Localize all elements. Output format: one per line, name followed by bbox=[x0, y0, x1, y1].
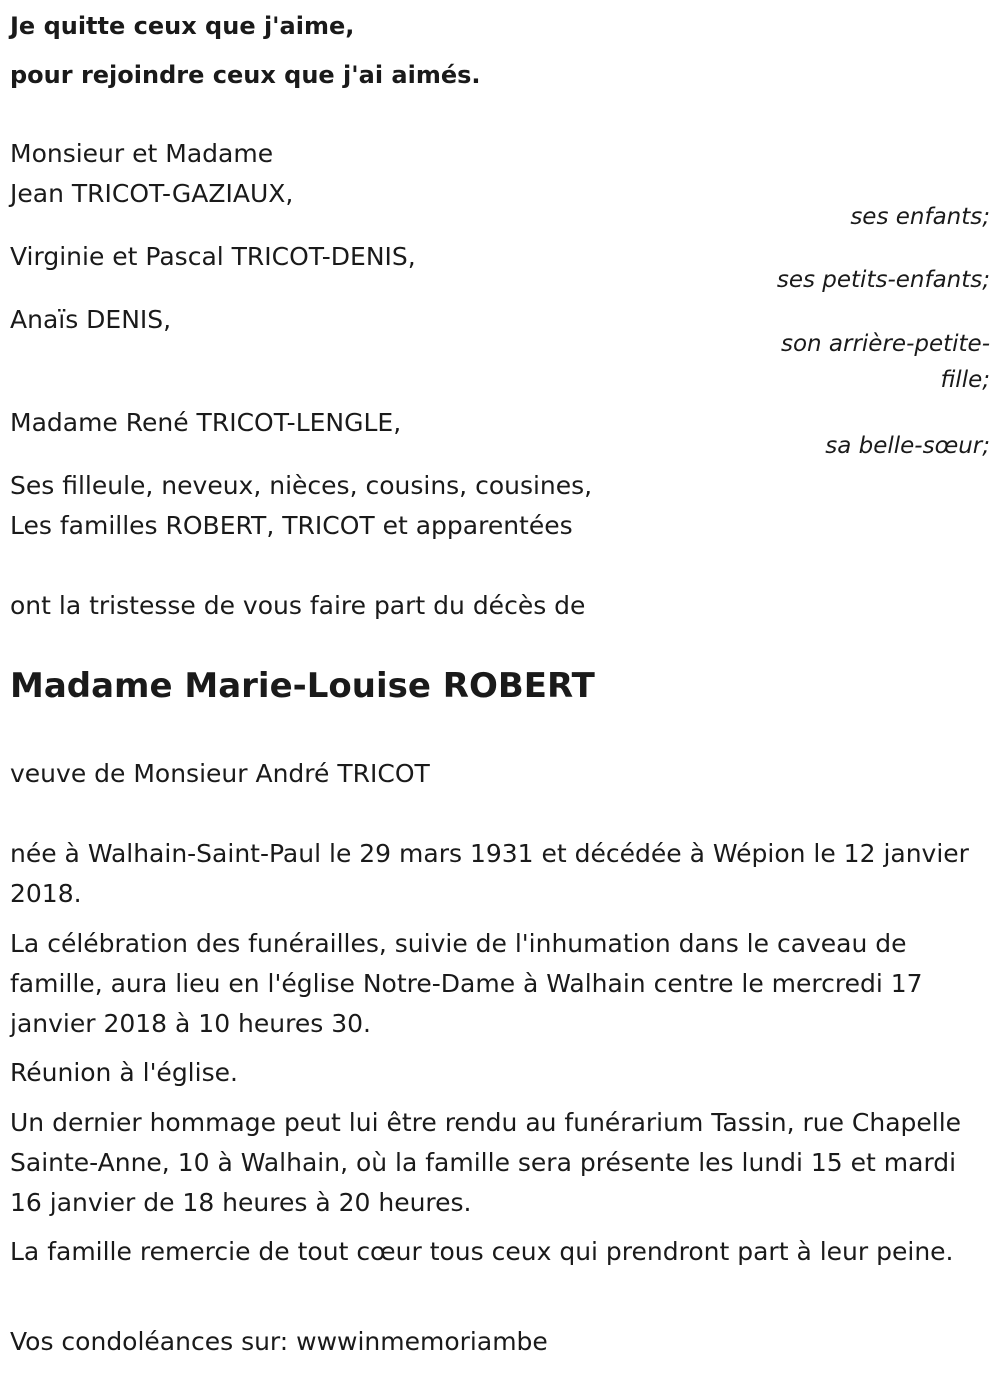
condolences-paragraph: Vos condoléances sur: wwwinmemoriambe bbox=[10, 1327, 548, 1356]
funeral-paragraph: La célébration des funérailles, suivie de l'inhumation dans le caveau de famille, aura lieu en l'église Notre-Dame à Walhain centre le mercredi 17 janvier 2018 à 10 heures 30. bbox=[10, 929, 923, 1038]
grandchildren-name: Virginie et Pascal TRICOT-DENIS, bbox=[10, 242, 416, 271]
thanks-paragraph: La famille remercie de tout cœur tous ceux qui prendront part à leur peine. bbox=[10, 1237, 954, 1266]
sister-in-law-relation: sa belle-sœur; bbox=[825, 433, 990, 459]
great-granddaughter-relation: son arrière-petite-fille; bbox=[780, 331, 990, 393]
widow-of-text: veuve de Monsieur André TRICOT bbox=[10, 759, 430, 788]
birth-death-paragraph: née à Walhain-Saint-Paul le 29 mars 1931 et décédée à Wépion le 12 janvier 2018. bbox=[10, 839, 969, 908]
announcement-text: ont la tristesse de vous faire part du décès de bbox=[10, 591, 586, 620]
other-relatives-line-1: Ses filleule, neveux, nièces, cousins, cousines, bbox=[10, 471, 593, 500]
other-relatives-line-2: Les familles ROBERT, TRICOT et apparentées bbox=[10, 511, 573, 540]
quote-line-2: pour rejoindre ceux que j'ai aimés. bbox=[10, 61, 481, 89]
meeting-paragraph: Réunion à l'église. bbox=[10, 1058, 238, 1087]
sister-in-law-name: Madame René TRICOT-LENGLE, bbox=[10, 408, 402, 437]
children-name-line-2: Jean TRICOT-GAZIAUX, bbox=[10, 179, 294, 208]
children-name-line-1: Monsieur et Madame bbox=[10, 139, 274, 168]
deceased-name: Madame Marie-Louise ROBERT bbox=[10, 666, 595, 706]
quote-line-1: Je quitte ceux que j'aime, bbox=[10, 12, 355, 40]
tribute-paragraph: Un dernier hommage peut lui être rendu au funérarium Tassin, rue Chapelle Sainte-Anne, 10 à Walhain, où la famille sera présente les lundi 15 et mardi 16 janvier de 18 heures à 20 heures. bbox=[10, 1108, 962, 1217]
children-relation: ses enfants; bbox=[850, 204, 990, 230]
grandchildren-relation: ses petits-enfants; bbox=[776, 267, 990, 293]
great-granddaughter-name: Anaïs DENIS, bbox=[10, 305, 172, 334]
